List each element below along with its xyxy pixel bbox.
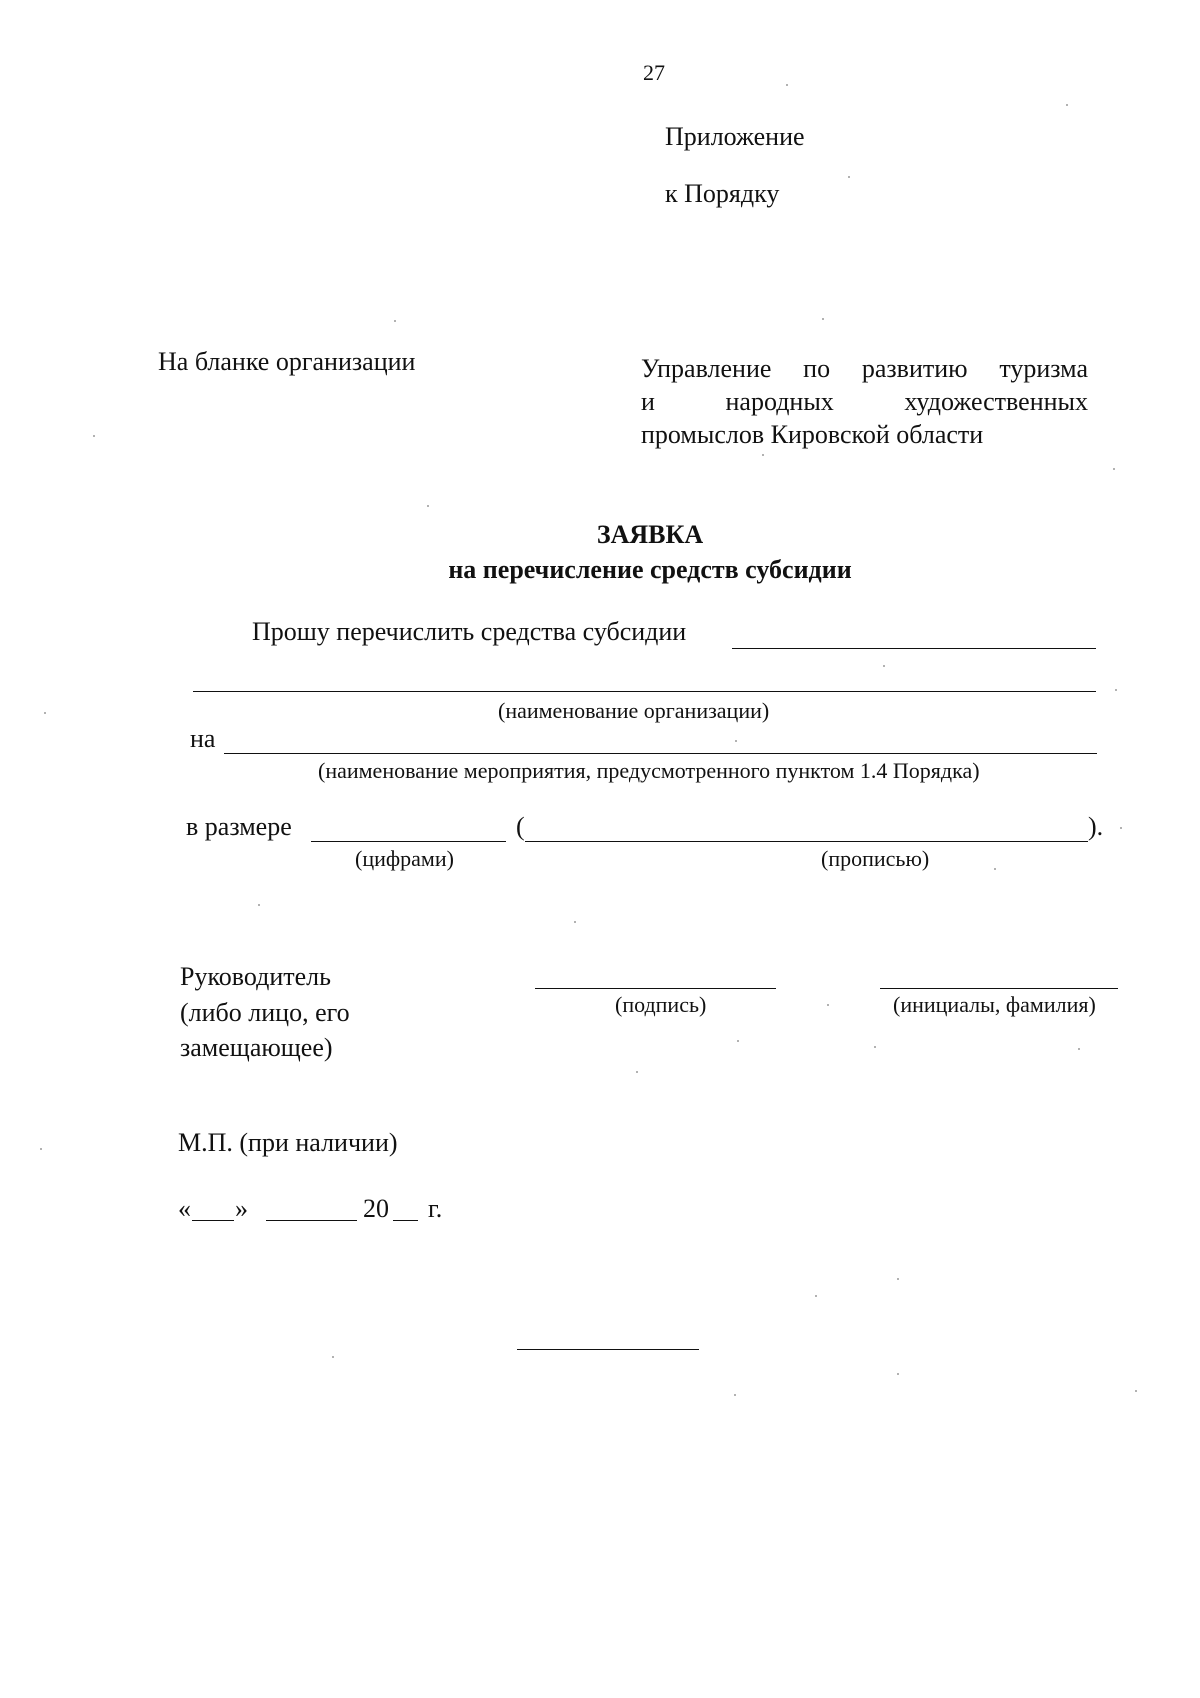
organization-caption: (наименование организации)	[498, 698, 770, 723]
scan-speck	[994, 868, 996, 870]
addressee-line-3: промыслов Кировской области	[641, 420, 984, 449]
amount-digits-line[interactable]	[311, 841, 506, 842]
date-month-line[interactable]	[266, 1220, 357, 1221]
letterhead-note: На бланке организации	[158, 347, 416, 376]
scan-speck	[1120, 827, 1122, 829]
date-open-quote: «	[178, 1194, 191, 1223]
full-name-caption: (инициалы, фамилия)	[893, 992, 1096, 1017]
scan-speck	[1066, 104, 1068, 106]
date-close-quote: »	[235, 1194, 248, 1223]
date-day-line[interactable]	[192, 1220, 234, 1221]
open-paren: (	[516, 812, 525, 841]
words-caption: (прописью)	[821, 846, 930, 871]
signature-caption: (подпись)	[615, 992, 707, 1017]
scan-speck	[44, 712, 46, 714]
event-caption: (наименование мероприятия, предусмотренного пунктом 1.4 Порядка)	[318, 758, 980, 783]
signatory-line-3: замещающее)	[180, 1033, 333, 1062]
scan-speck	[874, 1046, 876, 1048]
scan-speck	[636, 1071, 638, 1073]
date-year-suffix: г.	[428, 1194, 443, 1223]
scan-speck	[1135, 1390, 1137, 1392]
page-number: 27	[643, 60, 665, 85]
appendix-reference: к Порядку	[665, 179, 780, 208]
scan-speck	[735, 740, 737, 742]
digits-caption: (цифрами)	[355, 846, 454, 871]
scan-speck	[822, 318, 824, 320]
scan-speck	[1113, 468, 1115, 470]
stamp-note: М.П. (при наличии)	[178, 1128, 398, 1157]
document-title: ЗАЯВКА	[596, 520, 704, 549]
organization-name-line[interactable]	[193, 691, 1096, 692]
date-year-line[interactable]	[393, 1220, 418, 1221]
document-subtitle: на перечисление средств субсидии	[448, 555, 852, 584]
scan-speck	[93, 435, 95, 437]
scan-speck	[394, 320, 396, 322]
amount-words-line[interactable]	[525, 841, 1088, 842]
subsidy-amount-line[interactable]	[732, 648, 1096, 649]
amount-label: в размере	[186, 812, 292, 841]
on-label: на	[190, 724, 216, 753]
scan-speck	[427, 505, 429, 507]
scan-speck	[1115, 689, 1117, 691]
event-name-line[interactable]	[224, 753, 1097, 754]
full-name-line[interactable]	[880, 988, 1118, 989]
scan-speck	[40, 1148, 42, 1150]
addressee-line-2: и народных художественных	[641, 387, 1088, 416]
scan-speck	[848, 176, 850, 178]
scan-speck	[827, 1004, 829, 1006]
close-paren: ).	[1088, 812, 1104, 841]
appendix-title: Приложение	[665, 122, 805, 151]
request-intro: Прошу перечислить средства субсидии	[252, 617, 687, 646]
scan-speck	[258, 904, 260, 906]
signatory-line-2: (либо лицо, его	[180, 998, 350, 1027]
scan-speck	[897, 1373, 899, 1375]
scan-speck	[815, 1295, 817, 1297]
date-year-prefix: 20	[363, 1194, 389, 1223]
scan-speck	[1078, 1048, 1080, 1050]
scan-speck	[734, 1394, 736, 1396]
scan-speck	[883, 665, 885, 667]
end-separator-line	[517, 1349, 699, 1350]
scan-speck	[574, 921, 576, 923]
scan-speck	[897, 1278, 899, 1280]
scan-speck	[737, 1040, 739, 1042]
addressee-line-1: Управление по развитию туризма	[641, 354, 1088, 383]
scan-speck	[332, 1356, 334, 1358]
addressee-block	[641, 352, 1088, 451]
scan-speck	[786, 84, 788, 86]
signature-line[interactable]	[535, 988, 776, 989]
signatory-line-1: Руководитель	[180, 962, 331, 991]
scan-speck	[762, 454, 764, 456]
